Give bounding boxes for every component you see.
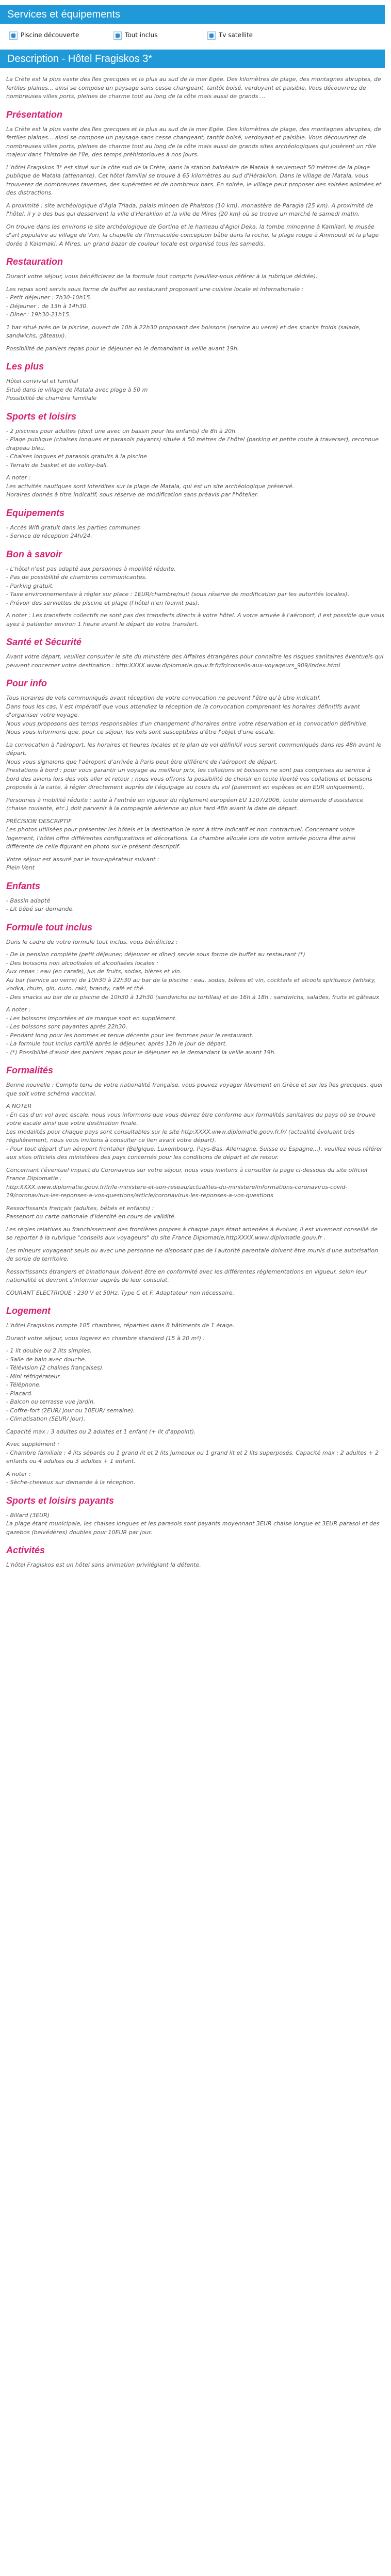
section-title: Formule tout inclus xyxy=(6,922,93,932)
text-line: 1 bar situé près de la piscine, ouvert de 10h à 22h30 proposant des boissons (service au verre) et des snacks froids (salade, sandwichs, gâteaux). xyxy=(6,324,361,339)
text-line: Durant votre séjour, vous logerez en chambre standard (15 à 20 m²) : xyxy=(6,1334,205,1342)
text-line: - Bassin adapté xyxy=(6,897,51,904)
section-title: Logement xyxy=(6,1306,51,1316)
text-line: - Prévoir des serviettes de piscine et plage (l'hôtel n'en fournit pas). xyxy=(6,599,200,606)
section-paragraph xyxy=(6,1204,385,1221)
section-paragraph xyxy=(6,1347,385,1424)
text-line: - La formule tout inclus cartillé après le déjeuner, après 12h le jour de départ. xyxy=(6,1040,227,1047)
section-paragraph xyxy=(6,125,385,159)
text-line: A NOTER xyxy=(6,1103,32,1109)
pool-icon xyxy=(9,31,18,40)
section-title: Présentation xyxy=(6,109,63,120)
text-line: Possibilité de chambre familiale xyxy=(6,395,97,401)
services-banner xyxy=(0,5,385,24)
text-line: - Billard (3EUR) xyxy=(6,1511,50,1519)
text-line: Dans le cadre de votre formule tout inclus, vous bénéficiez : xyxy=(6,938,178,945)
text-line: - Salle de bain avec douche. xyxy=(6,1356,87,1363)
section-paragraph xyxy=(6,1006,385,1057)
equipment-item xyxy=(207,30,253,40)
text-line: - 2 piscines pour adultes (dont une avec un bassin pour les enfants) de 8h à 20h. xyxy=(6,427,237,434)
text-line: - Terrain de basket et de volley-ball. xyxy=(6,461,108,469)
all-inclusive-icon xyxy=(113,31,122,40)
section-title: Activités xyxy=(6,1545,45,1555)
text-line: Les modalités pour chaque pays sont consultables sur le site http:XXXX.www.diplomatie.gouv.fr.fr/ (actualité évoluant très régulièrement, nous vous invitons à consulter ce lien avant votre départ). xyxy=(6,1128,355,1144)
section-title: Sports et loisirs payants xyxy=(6,1495,115,1506)
text-line: Au bar (service au verre) de 10h30 à 22h30 au bar de la piscine : eau, sodas, bières et vin, cocktails et alcools spiritueux (whisky, vodka, rhum, gin, ouzo, raki, brandy, café et thé. xyxy=(6,976,376,992)
text-line: PRÉCISION DESCRIPTIF xyxy=(6,817,72,825)
text-line: Les repas sont servis sous forme de buffet au restaurant proposant une cuisine locale et internationale : xyxy=(6,285,304,293)
equipment-item xyxy=(9,30,79,40)
text-line: Situé dans le village de Matala avec plage à 50 m xyxy=(6,386,148,393)
text-line: A noter : Les transferts collectifs ne sont pas des transferts directs à votre hôtel. A votre arrivée à l'aéroport, il est possible que vous ayez à patienter environ 1 heure avant le départ de votre transfert. xyxy=(6,612,384,627)
equipment-label: Tout inclus xyxy=(125,31,158,39)
section-paragraph xyxy=(6,524,385,541)
section-title: Pour info xyxy=(6,678,47,688)
text-line: - (*) Possibilité d'avoir des paniers repas pour le déjeuner en le demandant la veille avant 19h. xyxy=(6,1049,276,1056)
text-line: Ressortissants français (adultes, bébés et enfants) : xyxy=(6,1204,154,1212)
section-paragraph xyxy=(6,694,385,737)
equipment-label: Piscine découverte xyxy=(21,31,79,39)
text-line: - Service de réception 24h/24. xyxy=(6,533,92,539)
text-line: Hôtel convivial et familial xyxy=(6,378,78,384)
section-paragraph xyxy=(6,897,385,914)
text-line: Avec supplément : xyxy=(6,1441,59,1447)
section-title: Enfants xyxy=(6,880,41,891)
description-content xyxy=(0,75,391,1570)
text-line: COURANT ELECTRIQUE : 230 V et 50Hz. Type C et F. Adaptateur non nécessaire. xyxy=(6,1289,235,1296)
text-line: Votre séjour est assuré par le tour-opérateur suivant : xyxy=(6,856,159,863)
section-paragraph xyxy=(6,1102,385,1162)
text-line: Horaires donnés à titre indicatif, sous réserve de modification sans préavis par l'hôtelier. xyxy=(6,491,259,498)
description-banner xyxy=(0,50,385,68)
section-paragraph xyxy=(6,1322,385,1330)
text-line: La plage étant municipale, les chaises longues et les parasols sont payants moyennant 3EUR chaise longue et 3EUR parasol et des gazebos (belvédères) doubles pour 10EUR par jour. xyxy=(6,1520,380,1536)
section-paragraph xyxy=(6,1226,385,1243)
text-line: La Crète est la plus vaste des îles grecques et la plus au sud de la mer Egée. Des kilomètres de plage, des montagnes abruptes, de fertiles plaines... ainsi se compose un paysage sans cesse changeant, tantôt boisé, verdoyant et paisible. Vous découvrirez de nombreuses villes ports, pleines de charme tout au long de la côte mais aussi de grands sites archéologiques qui jouèrent un rôle majeur dans l'histoire de l'île, des temps préhistoriques à nos jours. xyxy=(6,125,381,158)
text-line: Concernant l'éventuel impact du Coronavirus sur votre séjour, nous vous invitons à consulter la page ci-dessous du site officiel France Diplomatie : xyxy=(6,1166,368,1182)
text-line: - L'hôtel n'est pas adapté aux personnes à mobilité réduite. xyxy=(6,565,176,572)
text-line: - Mini réfrigérateur. xyxy=(6,1373,61,1380)
section-paragraph xyxy=(6,1166,385,1200)
section-title: Les plus xyxy=(6,361,44,372)
text-line: - Plage publique (chaises longues et parasols payants) située à 50 mètres de l'hôtel (parking et petite route à traverser), reconnue drapeau bleu. xyxy=(6,436,379,452)
text-line: - Chaises longues et parasols gratuits à la piscine xyxy=(6,453,147,460)
text-line: L'hôtel Fragiskos est un hôtel sans animation privilégiant la détente. xyxy=(6,1561,201,1568)
text-line: Tous horaires de vols communiqués avant réception de votre convocation ne peuvent l'être qu'à titre indicatif. xyxy=(6,695,321,701)
section-paragraph xyxy=(6,565,385,608)
section-paragraph xyxy=(6,1428,385,1437)
section-paragraph xyxy=(6,223,385,249)
text-line: - Pas de possibilité de chambres communicantes. xyxy=(6,574,147,581)
section-title: Santé et Sécurité xyxy=(6,637,82,647)
intro-paragraph: La Crète est la plus vaste des îles grecques et la plus au sud de la mer Egée. Des kilomètres de plage, des montagnes abruptes, de fertiles plaines... ainsi se compose un paysage sans cesse changeant, tantôt boisé, verdoyant et paisible. Vous découvrirez de nombreuses villes ports, pleines de charme tout au long de la côte mais aussi de grands ... xyxy=(6,76,381,100)
text-line: Durant votre séjour, vous bénéficierez de la formule tout compris (veuillez-vous référer à la rubrique dédiée). xyxy=(6,273,318,280)
text-line: - Balcon ou terrasse vue jardin. xyxy=(6,1398,95,1405)
equipment-list xyxy=(6,28,391,43)
text-line: - Accès Wifi gratuit dans les parties communes xyxy=(6,524,140,531)
text-line: - Déjeuner : de 13h à 14h30. xyxy=(6,302,88,310)
text-line: - Téléphone. xyxy=(6,1381,41,1388)
text-line: Aux repas : eau (en carafe), jus de fruits, sodas, bières et vin. xyxy=(6,968,182,975)
text-line: - Taxe environnementale à régler sur place : 1EUR/chambre/nuit (sous réserve de modification par les autorités locales). xyxy=(6,591,350,598)
text-line: Nous vous informons que, pour ce séjour, les vols sont susceptibles d'être l'objet d'une escale. xyxy=(6,729,275,735)
text-line: Possibilité de paniers repas pour le déjeuner en le demandant la veille avant 19h. xyxy=(6,345,239,352)
text-line: - Lit bébé sur demande. xyxy=(6,906,74,912)
text-line: - Climatisation (5EUR/ jour). xyxy=(6,1415,86,1422)
text-line: - Des boissons non alcoolisées et alcoolisées locales : xyxy=(6,959,158,967)
text-line: - Pendant long pour les hommes et tenue décente pour les femmes pour le restaurant. xyxy=(6,1032,254,1039)
text-line: A noter : xyxy=(6,474,31,481)
text-line: http:XXXX.www.diplomatie.gouv.fr/fr/le-ministere-et-son-reseau/actualites-du-ministere/informations-coronavirus-covid-19/coronavirus-les-reponses-a-vos-questions/article/coronavirus-les-reponses-a-vos-questions xyxy=(6,1183,348,1199)
text-line: Bonne nouvelle : Compte tenu de votre nationalité française, vous pouvez voyager librement en Grèce et sur les îles grecques, quel que soit votre schéma vaccinal. xyxy=(6,1082,383,1097)
section-paragraph xyxy=(6,1289,385,1298)
section-title: Equipements xyxy=(6,507,65,518)
section-paragraph xyxy=(6,427,385,470)
section-paragraph xyxy=(6,345,385,353)
text-line: - En cas d'un vol avec escale, nous vous informons que vous devrez être conforme aux formalités sanitaires du pays où se trouve votre escale ainsi que votre destination finale. xyxy=(6,1111,376,1126)
section-paragraph xyxy=(6,817,385,851)
text-line: - Parking gratuit. xyxy=(6,582,54,589)
text-line: Les règles relatives au franchissement des frontières propres à chaque pays étant amenées à évoluer, il est vivement conseillé de se reporter à la rubrique "conseils aux voyageurs" du site France Diplomatie,httpXXXX.www.diplomatie.gouv.fr . xyxy=(6,1226,378,1241)
text-line: Passeport ou carte nationale d'identité en cours de validité. xyxy=(6,1213,176,1220)
section-paragraph xyxy=(6,1561,385,1570)
section-paragraph xyxy=(6,164,385,198)
section-paragraph xyxy=(6,285,385,319)
text-line: Personnes à mobilité réduite : suite à l'entrée en vigueur du règlement européen EU 1107/2006, toute demande d'assistance (chaise roulante, etc.) doit parvenir à la compagnie aérienne au plus tard 48h avant la date de départ. xyxy=(6,796,364,812)
text-line: Ressortissants étrangers et binationaux doivent être en conformité avec les différentes réglementations en vigueur, selon leur nationalité et devront s'informer auprès de leur consulat. xyxy=(6,1268,367,1283)
section-paragraph xyxy=(6,474,385,500)
section-paragraph xyxy=(6,938,385,947)
section-paragraph xyxy=(6,856,385,873)
section-paragraph xyxy=(6,951,385,1002)
text-line: - Des snacks au bar de la piscine de 10h30 à 12h30 (sandwichs ou tortillas) et de 16h à 18h : sandwichs, salades, fruits et gâteaux xyxy=(6,993,380,1001)
services-title: Services et équipements xyxy=(7,9,121,20)
section-paragraph xyxy=(6,1511,385,1537)
section-title: Bon à savoir xyxy=(6,549,62,559)
text-line: Dans tous les cas, il est impératif que vous attendiez la réception de la convocation comprenant les horaires définitifs avant d'organiser votre voyage. xyxy=(6,703,360,718)
equipment-item xyxy=(113,30,158,40)
text-line: Avant votre départ, veuillez consulter le site du ministère des Affaires étrangères pour connaître les risques sanitaires éventuels qui peuvent concerner votre destination : http:XXXX.www.diplomatie.gouv.fr.fr/fr/conseils-aux-voyageurs_909/index.html xyxy=(6,653,384,669)
text-line: La convocation à l'aéroport, les horaires et heures locales et le plan de vol définitif vous seront communiqués dans les 48h avant le départ. xyxy=(6,741,382,756)
section-paragraph xyxy=(6,1440,385,1466)
text-line: - Coffre-fort (2EUR/ jour ou 10EUR/ semaine). xyxy=(6,1407,135,1414)
section-paragraph xyxy=(6,1334,385,1343)
section-title: Sports et loisirs xyxy=(6,411,77,422)
text-line: Prestations à bord : pour vous garantir un voyage au meilleur prix, les collations et boissons ne sont pas comprises au service à bord des avions lors des vols aller et retour ; nous vous offrons la possibilité de choisir en toute liberté vos collations et boissons proposés à la carte, à régler directement auprès de l'équipage au cours du vol (paiement en espèces et en EUR uniquement). xyxy=(6,767,372,791)
text-line: Les photos utilisées pour présenter les hôtels et la destination le sont à titre indicatif et non contractuel. Concernant votre logement, l'hôtel offre différentes configurations et décorations. La chambre allouée lors de votre arrivée pourra être ainsi différente de celle figurant en photo sur le présent descriptif. xyxy=(6,826,356,850)
text-line: Nous vous signalons que l'aéroport d'arrivée à Paris peut être différent de l'aéroport de départ. xyxy=(6,758,278,765)
text-line: - Placard. xyxy=(6,1390,33,1397)
text-line: A noter : xyxy=(6,1470,31,1477)
text-line: - 1 lit double ou 2 lits simples. xyxy=(6,1347,92,1354)
section-paragraph xyxy=(6,1470,385,1487)
text-line: - De la pension complète (petit déjeuner, déjeuner et dîner) servie sous forme de buffet au restaurant (*) xyxy=(6,951,305,958)
text-line: L'hôtel Fragiskos 3* est situé sur la côte sud de la Crète, dans la station balnéaire de Matala à seulement 50 mètres de la plage publique de Matala (attenante). Cet hôtel familial se trouve à 65 kilomètres au sud d'Héraklion. Dans le village de Matala, vous trouverez de nombreuses tavernes, des supérettes et de nombreux bars. En soirée, le village peut proposer des soirées animées et des distractions. xyxy=(6,164,382,196)
section-paragraph xyxy=(6,377,385,403)
text-line: On trouve dans les environs le site archéologique de Gortina et le hameau d'Agioi Deka, la tombe minoenne à Kamilari, le musée d'art populaire au village de Vori, la chapelle de l'Immaculée conception bâtie dans la roche, la plage rouge à Ammoudi et la plage dorée à Kalamaki. A Mires, un grand bazar de couleur locale est organisé tous les samedis. xyxy=(6,223,379,247)
text-line: - Petit déjeuner : 7h30-10h15. xyxy=(6,294,92,301)
text-line: A proximité : site archéologique d'Agia Triada, palais minoen de Phaistos (10 km), monastère de Paragia (25 km). A proximité de l'hôtel, il y a des bus qui desservent la ville d'Heraklion et la ville de Mires (20 km) où se trouve un marché le samedi matin. xyxy=(6,202,373,217)
section-paragraph xyxy=(6,1268,385,1285)
text-line: - Pour tout départ d'un aéroport frontalier (Belgique, Luxembourg, Pays-Bas, Allemagne, Suisse ou Espagne...), veuillez vous référer aux sites officiels des ministères des pays concernés pour les conditions de départ et de retour. xyxy=(6,1145,383,1161)
text-line: Nous vous proposons des temps responsables d'un changement d'horaires entre votre réservation et la convocation définitive. xyxy=(6,720,368,727)
section-paragraph xyxy=(6,741,385,792)
text-line: Plein Vent xyxy=(6,864,35,871)
text-line: Les mineurs voyageant seuls ou avec une personne ne disposant pas de l'autorité parentale doivent être munis d'une autorisation de sortie de territoire. xyxy=(6,1247,379,1262)
section-paragraph xyxy=(6,796,385,813)
satellite-tv-icon xyxy=(207,31,216,40)
text-line: - Dîner : 19h30-21h15. xyxy=(6,311,71,318)
section-paragraph xyxy=(6,272,385,281)
description-title: Description - Hôtel Fragiskos 3* xyxy=(7,53,153,65)
equipment-label: Tv satellite xyxy=(219,31,253,39)
text-line: - Sèche-cheveux sur demande à la réception. xyxy=(6,1479,136,1486)
section-paragraph xyxy=(6,611,385,629)
section-paragraph xyxy=(6,324,385,341)
section-paragraph xyxy=(6,1081,385,1098)
section-paragraph xyxy=(6,1247,385,1264)
text-line: Capacité max : 3 adultes ou 2 adultes et 1 enfant (+ lit d'appoint). xyxy=(6,1428,196,1435)
text-line: - Télévision (2 chaînes françaises). xyxy=(6,1364,104,1371)
text-line: L'hôtel Fragiskos compte 105 chambres, réparties dans 8 bâtiments de 1 étage. xyxy=(6,1322,235,1329)
section-title: Formalités xyxy=(6,1065,54,1075)
section-title: Restauration xyxy=(6,256,63,267)
text-line: - Les boissons sont payantes après 22h30. xyxy=(6,1023,127,1030)
section-paragraph xyxy=(6,653,385,670)
text-line: A noter : xyxy=(6,1006,31,1013)
text-line: Les activités nautiques sont interdites sur la plage de Matala, qui est un site archéologique préservé. xyxy=(6,482,295,490)
section-paragraph xyxy=(6,202,385,219)
text-line: - Les boissons importées et de marque sont en supplément. xyxy=(6,1015,177,1022)
text-line: - Chambre familiale : 4 lits séparés ou 1 grand lit et 2 lits jumeaux ou 1 grand lit et 2 lits superposés. Capacité max : 2 adultes + 2 enfants ou 4 adultes ou 3 adultes + 1 enfant. xyxy=(6,1449,379,1464)
